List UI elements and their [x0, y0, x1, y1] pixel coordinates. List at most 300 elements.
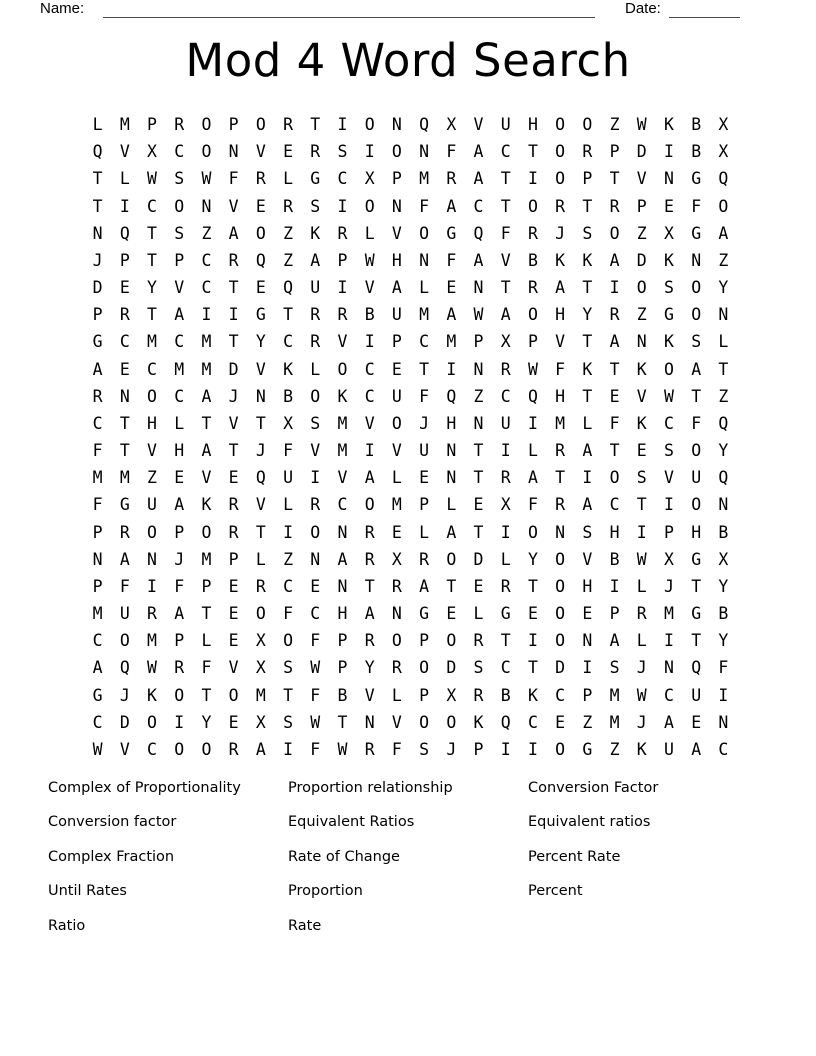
grid-cell: N [92, 549, 103, 569]
grid-cell: F [419, 196, 430, 216]
grid-cell: T [201, 413, 212, 433]
grid-cell: V [255, 142, 266, 162]
grid-cell: W [337, 739, 348, 759]
grid-cell: L [500, 549, 511, 569]
grid-cell: A [391, 278, 402, 298]
word-grid [84, 111, 737, 763]
grid-cell: R [364, 631, 375, 651]
grid-cell: T [419, 359, 430, 379]
grid-cell: X [500, 332, 511, 352]
grid-cell: P [228, 549, 239, 569]
grid-cell: Y [364, 658, 375, 678]
grid-cell: X [364, 169, 375, 189]
grid-cell: A [609, 250, 620, 270]
grid-cell: W [147, 658, 157, 678]
grid-cell: N [364, 712, 375, 732]
grid-cell: S [283, 658, 294, 678]
grid-cell: T [555, 468, 566, 488]
grid-cell: O [636, 278, 647, 298]
grid-cell: K [337, 386, 348, 406]
grid-cell: T [228, 441, 239, 461]
grid-cell: I [283, 739, 294, 759]
grid-cell: V [174, 278, 185, 298]
grid-cell: X [664, 223, 674, 243]
word-list-item: Rate of Change [288, 848, 400, 865]
grid-cell: R [364, 522, 375, 542]
grid-cell: N [391, 196, 402, 216]
grid-cell: N [119, 386, 130, 406]
grid-cell: Z [283, 549, 294, 569]
grid-cell: I [527, 413, 538, 433]
grid-cell: O [201, 115, 212, 135]
grid-cell: F [391, 739, 402, 759]
grid-cell: C [147, 359, 157, 379]
grid-cell: C [174, 332, 185, 352]
grid-cell: Q [691, 658, 702, 678]
grid-cell: V [255, 359, 266, 379]
grid-cell: S [582, 522, 593, 542]
grid-cell: C [500, 658, 511, 678]
grid-cell: X [255, 658, 266, 678]
grid-cell: Y [147, 278, 157, 298]
grid-cell: P [582, 685, 593, 705]
grid-cell: Q [283, 278, 294, 298]
grid-cell: T [446, 576, 457, 596]
grid-cell: F [92, 441, 103, 461]
grid-cell: O [174, 739, 185, 759]
grid-cell: S [664, 278, 674, 298]
grid-cell: T [609, 359, 620, 379]
grid-cell: O [691, 305, 702, 325]
grid-cell: A [337, 549, 348, 569]
grid-cell: T [473, 468, 484, 488]
grid-cell: M [119, 468, 130, 488]
word-list-item: Complex Fraction [48, 848, 175, 865]
grid-cell: E [119, 359, 130, 379]
grid-cell: I [364, 142, 375, 162]
grid-cell: A [228, 223, 239, 243]
grid-cell: W [310, 658, 321, 678]
grid-cell: W [636, 549, 647, 569]
grid-cell: N [310, 549, 321, 569]
grid-cell: R [636, 604, 647, 624]
grid-cell: S [337, 142, 348, 162]
grid-cell: B [718, 522, 729, 542]
grid-cell: E [310, 576, 321, 596]
grid-cell: C [147, 196, 157, 216]
grid-cell: N [446, 468, 457, 488]
grid-cell: H [147, 413, 157, 433]
grid-cell: Q [500, 712, 511, 732]
grid-cell: E [609, 386, 620, 406]
grid-cell: N [255, 386, 266, 406]
grid-cell: T [337, 712, 348, 732]
grid-cell: I [582, 468, 593, 488]
grid-cell: P [609, 142, 620, 162]
grid-cell: R [283, 115, 294, 135]
grid-cell: W [92, 739, 103, 759]
grid-cell: P [636, 196, 647, 216]
grid-cell: R [391, 658, 402, 678]
grid-cell: C [119, 332, 130, 352]
grid-cell: O [691, 441, 702, 461]
grid-cell: X [255, 631, 266, 651]
grid-cell: P [119, 250, 130, 270]
grid-cell: D [446, 658, 457, 678]
grid-cell: T [201, 604, 212, 624]
grid-cell: A [92, 658, 103, 678]
grid-cell: L [527, 441, 538, 461]
grid-cell: X [147, 142, 157, 162]
grid-cell: F [691, 413, 702, 433]
grid-cell: M [147, 332, 157, 352]
grid-cell: N [718, 495, 729, 515]
grid-cell: N [391, 115, 402, 135]
grid-cell: X [446, 685, 457, 705]
grid-cell: C [201, 278, 212, 298]
grid-cell: W [664, 386, 674, 406]
grid-cell: Q [419, 115, 430, 135]
grid-cell: T [582, 332, 593, 352]
grid-cell: N [718, 712, 729, 732]
grid-cell: L [419, 522, 430, 542]
grid-cell: O [555, 142, 566, 162]
grid-cell: V [337, 468, 348, 488]
grid-cell: P [337, 250, 348, 270]
grid-cell: T [500, 631, 511, 651]
grid-cell: C [337, 495, 348, 515]
grid-cell: X [718, 115, 729, 135]
grid-cell: F [283, 441, 294, 461]
grid-cell: N [473, 413, 484, 433]
grid-cell: A [119, 549, 130, 569]
grid-cell: R [337, 305, 348, 325]
grid-cell: C [609, 495, 620, 515]
grid-cell: A [473, 142, 484, 162]
grid-cell: C [527, 712, 538, 732]
grid-cell: O [255, 604, 266, 624]
grid-cell: T [500, 169, 511, 189]
grid-cell: V [391, 441, 402, 461]
grid-cell: G [691, 223, 702, 243]
grid-cell: F [174, 576, 185, 596]
grid-cell: C [174, 142, 185, 162]
grid-cell: M [337, 441, 348, 461]
grid-cell: A [201, 386, 212, 406]
grid-cell: A [718, 223, 729, 243]
grid-cell: Q [92, 142, 103, 162]
grid-cell: E [582, 604, 593, 624]
grid-cell: R [310, 142, 321, 162]
word-list-item: Complex of Proportionality [48, 780, 241, 796]
grid-cell: R [391, 576, 402, 596]
grid-cell: G [691, 604, 702, 624]
grid-cell: R [500, 576, 511, 596]
name-blank-line [103, 17, 595, 18]
grid-cell: A [446, 305, 457, 325]
grid-cell: J [555, 223, 566, 243]
grid-cell: X [500, 495, 511, 515]
grid-cell: Y [718, 278, 729, 298]
grid-cell: L [255, 549, 266, 569]
grid-cell: P [664, 522, 674, 542]
grid-cell: F [228, 169, 239, 189]
grid-cell: R [255, 576, 266, 596]
grid-cell: A [582, 495, 593, 515]
grid-cell: V [337, 332, 348, 352]
grid-cell: U [664, 739, 674, 759]
grid-cell: T [92, 196, 103, 216]
grid-cell: Q [718, 468, 729, 488]
grid-cell: T [147, 223, 157, 243]
grid-cell: J [119, 685, 130, 705]
grid-cell: O [147, 386, 157, 406]
grid-cell: I [609, 278, 620, 298]
grid-cell: M [446, 332, 457, 352]
grid-cell: K [201, 495, 212, 515]
grid-cell: E [446, 604, 457, 624]
grid-cell: N [419, 250, 430, 270]
grid-cell: Q [718, 169, 729, 189]
grid-cell: P [582, 169, 593, 189]
grid-cell: R [310, 495, 321, 515]
grid-cell: G [92, 332, 103, 352]
grid-cell: U [500, 115, 511, 135]
grid-cell: T [147, 250, 157, 270]
grid-cell: A [691, 739, 702, 759]
grid-cell: T [609, 169, 620, 189]
grid-cell: M [201, 549, 212, 569]
grid-cell: R [364, 739, 375, 759]
grid-cell: C [664, 685, 674, 705]
grid-cell: R [419, 549, 430, 569]
grid-cell: T [364, 576, 375, 596]
grid-cell: B [691, 115, 702, 135]
grid-cell: T [718, 359, 729, 379]
grid-cell: F [500, 223, 511, 243]
grid-cell: M [255, 685, 266, 705]
grid-cell: V [364, 685, 375, 705]
grid-cell: J [446, 739, 457, 759]
grid-cell: D [636, 250, 647, 270]
grid-cell: U [391, 305, 402, 325]
grid-cell: W [527, 359, 538, 379]
grid-cell: P [174, 522, 185, 542]
grid-cell: A [473, 250, 484, 270]
grid-cell: C [92, 631, 103, 651]
grid-cell: E [664, 196, 674, 216]
grid-cell: M [419, 169, 430, 189]
grid-cell: C [283, 576, 294, 596]
grid-cell: O [310, 522, 321, 542]
grid-cell: I [310, 468, 321, 488]
grid-cell: D [228, 359, 239, 379]
grid-cell: L [419, 278, 430, 298]
grid-cell: O [527, 196, 538, 216]
grid-cell: M [92, 468, 103, 488]
grid-cell: G [255, 305, 266, 325]
grid-cell: O [664, 359, 674, 379]
grid-cell: R [473, 685, 484, 705]
grid-cell: F [446, 142, 457, 162]
grid-cell: P [92, 576, 103, 596]
grid-cell: C [555, 685, 566, 705]
grid-cell: F [201, 658, 212, 678]
grid-cell: O [337, 359, 348, 379]
grid-cell: F [446, 250, 457, 270]
grid-cell: T [228, 278, 239, 298]
grid-cell: D [555, 658, 566, 678]
grid-cell: C [718, 739, 729, 759]
grid-cell: T [473, 441, 484, 461]
grid-cell: R [228, 250, 239, 270]
grid-cell: Z [636, 305, 647, 325]
grid-cell: C [337, 169, 348, 189]
grid-cell: R [555, 495, 566, 515]
grid-cell: G [582, 739, 593, 759]
grid-cell: L [310, 359, 321, 379]
grid-cell: F [310, 685, 321, 705]
grid-cell: A [473, 169, 484, 189]
grid-cell: E [391, 359, 402, 379]
grid-cell: S [582, 223, 593, 243]
grid-cell: A [609, 631, 620, 651]
grid-cell: I [718, 685, 729, 705]
grid-cell: B [364, 305, 375, 325]
grid-cell: E [419, 468, 430, 488]
grid-cell: Z [609, 739, 620, 759]
grid-cell: I [664, 631, 674, 651]
grid-cell: K [582, 359, 593, 379]
grid-cell: V [555, 332, 566, 352]
grid-cell: C [419, 332, 430, 352]
grid-cell: P [391, 332, 402, 352]
grid-cell: Z [283, 223, 294, 243]
grid-cell: C [364, 359, 375, 379]
grid-cell: O [446, 549, 457, 569]
grid-cell: K [636, 359, 647, 379]
grid-cell: N [582, 631, 593, 651]
grid-cell: V [364, 413, 375, 433]
grid-cell: M [609, 712, 620, 732]
grid-cell: I [664, 495, 674, 515]
grid-cell: X [391, 549, 402, 569]
grid-cell: S [310, 413, 321, 433]
grid-cell: Y [527, 549, 538, 569]
grid-cell: V [364, 278, 375, 298]
grid-cell: R [174, 115, 185, 135]
grid-cell: O [391, 142, 402, 162]
grid-cell: L [636, 576, 647, 596]
grid-cell: U [147, 495, 157, 515]
grid-cell: A [174, 604, 185, 624]
grid-cell: O [609, 223, 620, 243]
grid-cell: Q [119, 658, 130, 678]
grid-cell: M [555, 413, 566, 433]
page-title: Mod 4 Word Search [185, 34, 631, 87]
grid-cell: E [228, 712, 239, 732]
grid-cell: X [283, 413, 294, 433]
grid-cell: N [555, 522, 566, 542]
grid-cell: D [119, 712, 130, 732]
grid-cell: C [473, 196, 484, 216]
grid-cell: R [555, 441, 566, 461]
grid-cell: I [446, 359, 457, 379]
grid-cell: P [147, 115, 157, 135]
grid-cell: O [718, 196, 729, 216]
grid-cell: O [310, 386, 321, 406]
grid-cell: I [364, 441, 375, 461]
grid-cell: Y [718, 576, 729, 596]
grid-cell: A [446, 196, 457, 216]
grid-cell: V [310, 441, 321, 461]
grid-cell: A [555, 278, 566, 298]
grid-cell: J [636, 712, 647, 732]
grid-cell: R [310, 332, 321, 352]
grid-cell: R [174, 658, 185, 678]
grid-cell: S [664, 441, 674, 461]
grid-cell: S [636, 468, 647, 488]
grid-cell: T [92, 169, 103, 189]
grid-cell: P [473, 739, 484, 759]
grid-cell: V [147, 441, 157, 461]
grid-cell: G [691, 549, 702, 569]
grid-cell: I [337, 196, 348, 216]
word-list-column [48, 779, 283, 951]
grid-cell: L [283, 495, 294, 515]
grid-cell: U [691, 468, 702, 488]
grid-cell: R [255, 169, 266, 189]
grid-cell: T [582, 278, 593, 298]
grid-cell: P [419, 631, 430, 651]
grid-cell: A [255, 739, 266, 759]
grid-cell: F [119, 576, 130, 596]
grid-cell: T [283, 685, 294, 705]
grid-cell: F [283, 604, 294, 624]
grid-cell: S [174, 169, 185, 189]
grid-cell: R [473, 631, 484, 651]
grid-cell: A [364, 604, 375, 624]
grid-cell: E [119, 278, 130, 298]
grid-cell: E [228, 631, 239, 651]
grid-cell: O [174, 685, 185, 705]
grid-cell: H [174, 441, 185, 461]
grid-cell: G [119, 495, 130, 515]
grid-cell: I [283, 522, 294, 542]
grid-cell: M [419, 305, 430, 325]
grid-cell: L [119, 169, 130, 189]
grid-cell: V [119, 739, 130, 759]
grid-cell: E [283, 142, 294, 162]
grid-cell: J [636, 658, 647, 678]
grid-cell: V [255, 495, 266, 515]
grid-cell: K [664, 115, 674, 135]
grid-cell: C [310, 604, 321, 624]
grid-cell: N [691, 250, 702, 270]
grid-cell: E [228, 468, 239, 488]
grid-cell: A [527, 468, 538, 488]
grid-cell: N [391, 604, 402, 624]
grid-cell: X [664, 549, 674, 569]
grid-cell: O [555, 604, 566, 624]
grid-cell: M [337, 413, 348, 433]
grid-cell: B [718, 604, 729, 624]
grid-cell: E [228, 604, 239, 624]
grid-cell: T [527, 142, 538, 162]
grid-cell: V [636, 169, 647, 189]
grid-cell: A [310, 250, 321, 270]
grid-cell: F [527, 495, 538, 515]
